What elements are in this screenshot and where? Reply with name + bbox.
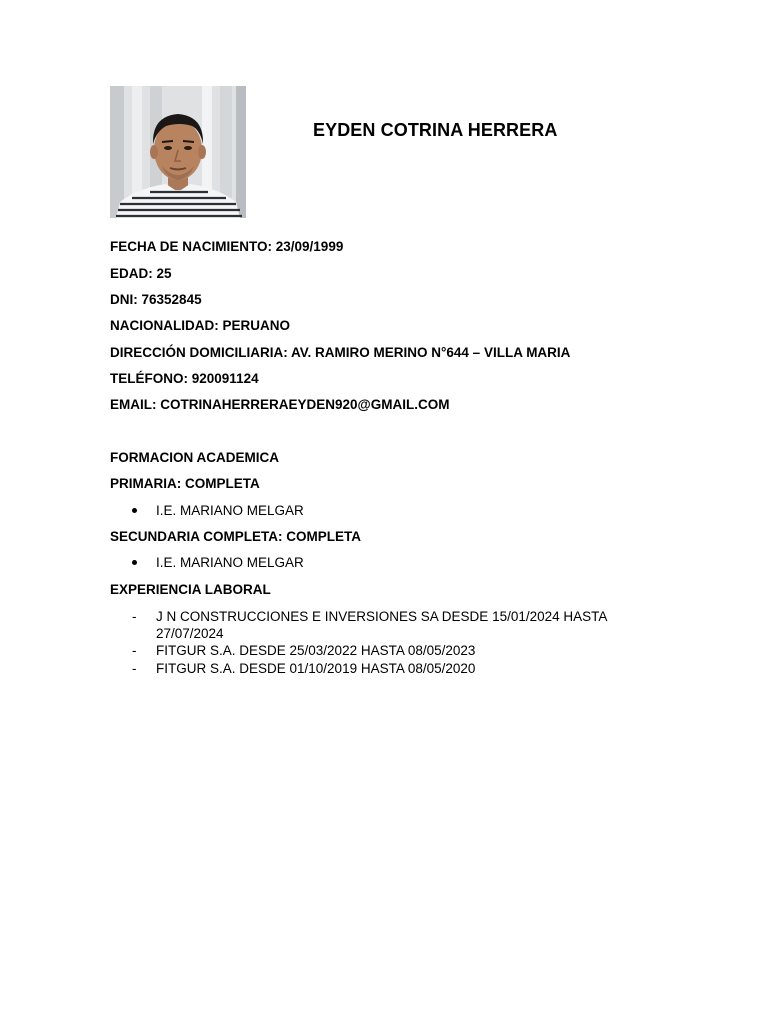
- secondary-school-text: I.E. MARIANO MELGAR: [156, 555, 304, 570]
- bullet-icon: [132, 508, 137, 513]
- primary-school-item: [156, 503, 304, 518]
- secondary-school-item: [156, 555, 304, 570]
- primary-line: [110, 476, 260, 491]
- experience-heading: EXPERIENCIA LABORAL: [110, 582, 271, 597]
- primary-value: COMPLETA: [185, 476, 260, 491]
- dash-icon: -: [132, 643, 137, 658]
- email-label: EMAIL:: [110, 397, 157, 412]
- experience-item-text: J N CONSTRUCCIONES E INVERSIONES SA DESDE 15/01/2024 HASTA 27/07/2024: [156, 609, 607, 641]
- phone-value: 920091124: [191, 371, 259, 386]
- address-label: DIRECCIÓN DOMICILIARIA:: [110, 345, 288, 360]
- secondary-value: COMPLETA: [286, 529, 362, 544]
- dash-icon: -: [132, 609, 137, 624]
- bullet-icon: [132, 560, 137, 565]
- email-line: [110, 397, 449, 412]
- birth-date-line: [110, 239, 343, 254]
- primary-label: PRIMARIA:: [110, 476, 182, 491]
- profile-photo: [110, 86, 246, 218]
- primary-school-text: I.E. MARIANO MELGAR: [156, 503, 304, 518]
- age-line: [110, 266, 172, 281]
- birth-date-value: 23/09/1999: [275, 239, 344, 254]
- age-label: EDAD:: [110, 266, 153, 281]
- dash-icon: -: [132, 661, 137, 676]
- full-name-title: EYDEN COTRINA HERRERA: [313, 120, 558, 140]
- secondary-line: [110, 529, 361, 544]
- experience-item: [132, 660, 646, 677]
- nationality-line: [110, 318, 290, 333]
- birth-date-label: FECHA DE NACIMIENTO:: [110, 239, 272, 254]
- experience-item-text: FITGUR S.A. DESDE 25/03/2022 HASTA 08/05/2023: [156, 643, 476, 658]
- experience-item: [132, 642, 646, 659]
- nationality-label: NACIONALIDAD:: [110, 318, 219, 333]
- experience-item: [132, 608, 646, 642]
- experience-item-text: FITGUR S.A. DESDE 01/10/2019 HASTA 08/05/2020: [156, 661, 476, 676]
- address-value: AV. RAMIRO MERINO N°644 – VILLA MARIA: [291, 345, 571, 360]
- dni-value: 76352845: [141, 292, 202, 307]
- address-line: [110, 345, 570, 360]
- phone-label: TELÉFONO:: [110, 371, 188, 386]
- phone-line: [110, 371, 259, 386]
- email-value: COTRINAHERRERAEYDEN920@GMAIL.COM: [160, 397, 450, 412]
- nationality-value: PERUANO: [222, 318, 291, 333]
- secondary-label: SECUNDARIA COMPLETA:: [110, 529, 283, 544]
- dni-label: DNI:: [110, 292, 138, 307]
- age-value: 25: [156, 266, 172, 281]
- dni-line: [110, 292, 202, 307]
- education-heading: FORMACION ACADEMICA: [110, 450, 279, 465]
